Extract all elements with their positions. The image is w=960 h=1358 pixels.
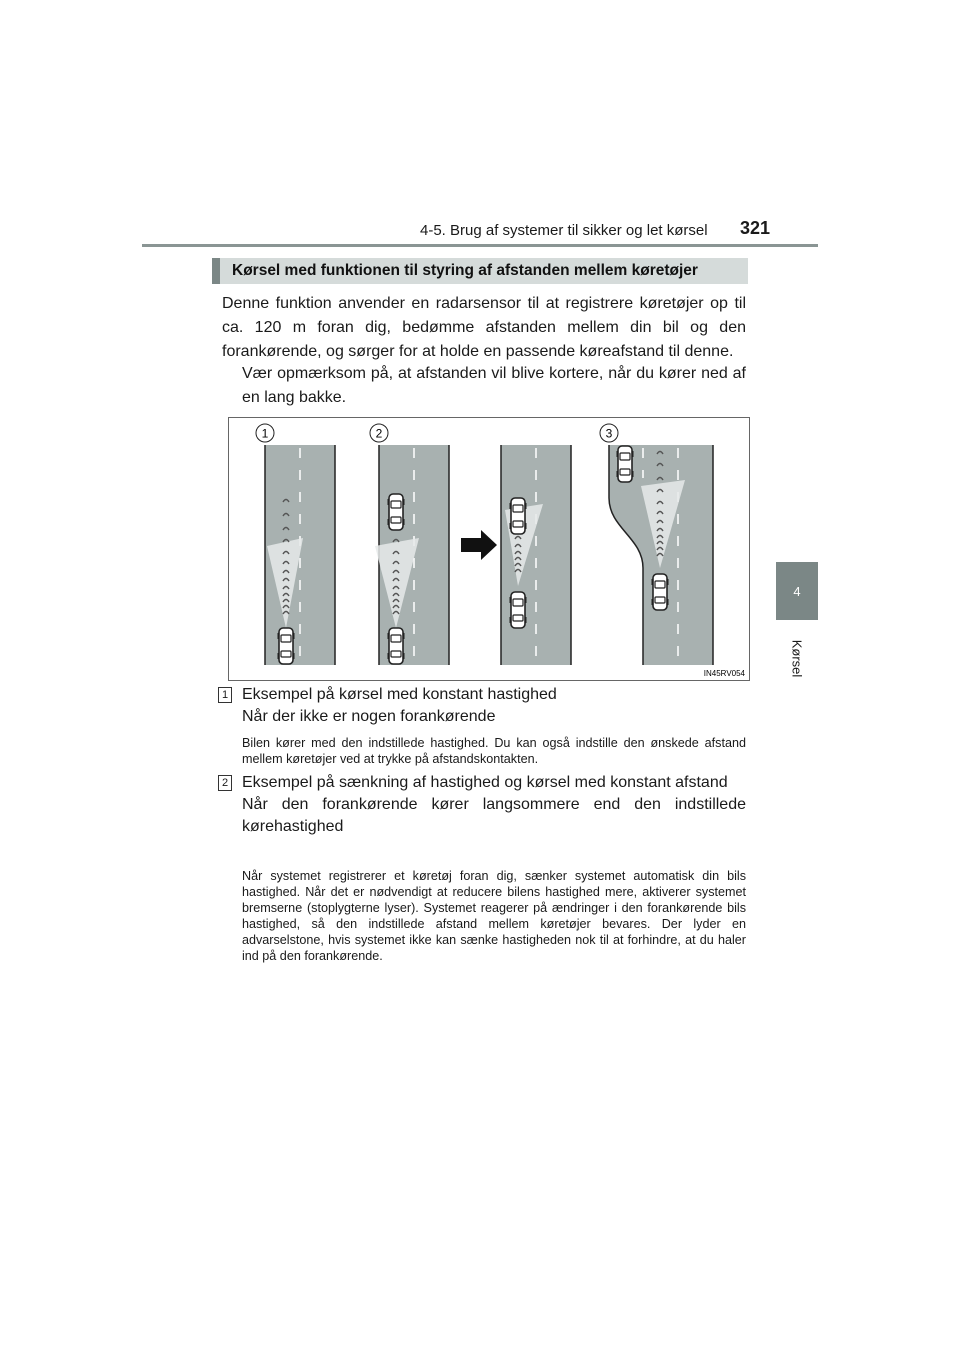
heading-accent-bar [212,258,220,284]
item-2-title-line-2: Når den forankørende kører langsommere end den indstillede kørehastighed [242,796,746,835]
item-1-title [242,684,746,728]
svg-text:2: 2 [375,426,383,441]
chapter-tab [776,562,818,620]
marker-2 [370,424,388,442]
item-1-note: Bilen kører med den indstillede hastighed. Du kan også indstille den ønskede afstand mellem køretøjer ved at trykke på afstandskontakten. [242,736,746,766]
item-2-title-line-1: Eksempel på sænkning af hastighed og kørsel med konstant afstand [242,774,728,791]
item-2-title [242,772,746,838]
caution-paragraph: Vær opmærksom på, at afstanden vil blive kortere, når du kører ned af en lang bakke. [242,365,746,406]
page-number: 321 [740,218,771,238]
marker-3 [600,424,618,442]
item-1-number: 1 [218,687,232,703]
header-section-path: 4-5. Brug af systemer til sikker og let kørsel [420,222,708,239]
road-1 [265,445,335,665]
road-4-curve [609,445,713,665]
road-3 [501,445,571,665]
progression-arrow [461,530,497,560]
section-heading-text: Kørsel med funktionen til styring af afstanden mellem køretøjer [232,262,698,279]
item-2-note: Når systemet registrerer et køretøj foran dig, sænker systemet automatisk din bils hastighed. Når det er nødvendigt at reducere bilens hastighed mere, aktiverer systemet bremserne (stoplygterne lyser). Systemet reagerer på ændringer i den forankørende bils hastighed, så den indstillede afstand mellem køretøjer bevares. Der lyder en advarselstone, hvis systemet ikke kan sænke hastigheden nok til at forhindre, at du haler ind på den forankørende. [242,869,746,963]
illustration-graphic [229,418,749,680]
illustration-code: IN45RV054 [703,669,745,678]
illustration-distance-control [228,417,750,681]
item-1-title-line-2: Når der ikke er nogen forankørende [242,708,496,725]
svg-text:1: 1 [261,426,269,441]
road-2 [375,445,449,665]
section-heading [212,258,748,284]
chapter-label: Kørsel [789,639,805,677]
svg-text:3: 3 [605,426,613,441]
intro-paragraph: Denne funktion anvender en radarsensor til at registrere køretøjer op til ca. 120 m foran dig, bedømme afstanden mellem din bil og den forankørende, og sørger for at holde en passende køreafstand til denne. [222,295,746,360]
item-2-number: 2 [218,775,232,791]
marker-1 [256,424,274,442]
header-rule [142,244,818,247]
item-1-title-line-1: Eksempel på kørsel med konstant hastighed [242,686,557,703]
chapter-side-label [776,626,818,690]
chapter-number: 4 [793,583,801,599]
